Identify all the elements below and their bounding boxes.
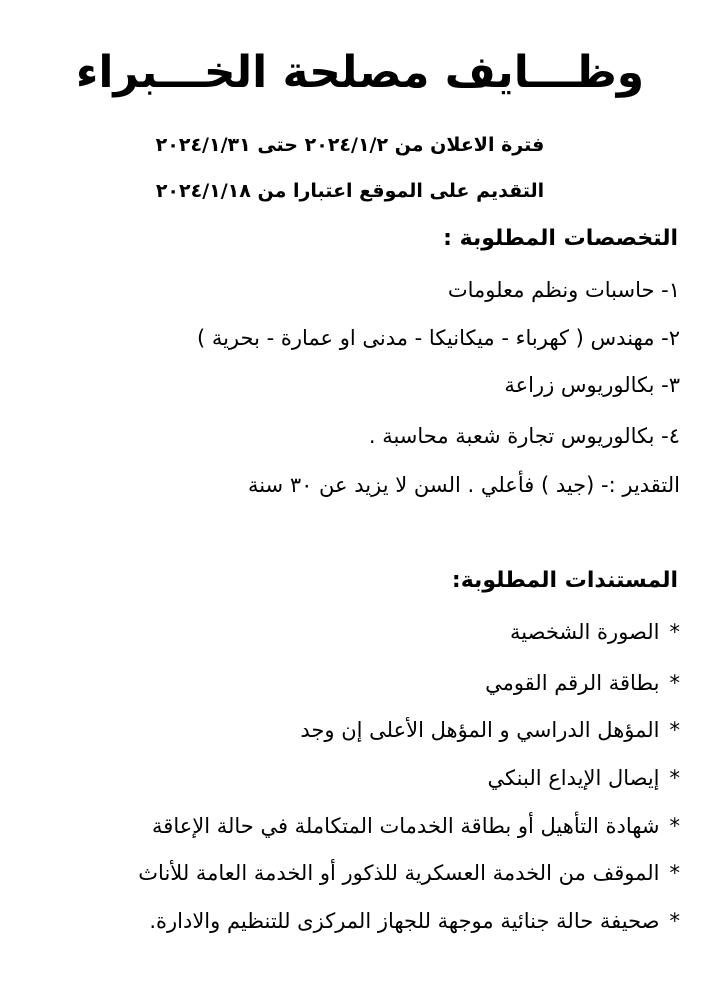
bullet-marker: * <box>669 718 680 742</box>
document-item-label: المؤهل الدراسي و المؤهل الأعلى إن وجد <box>300 718 660 742</box>
specialization-item: ٤- بكالوريوس تجارة شعبة محاسبة . <box>368 424 680 448</box>
document-item-label: شهادة التأهيل أو بطاقة الخدمات المتكاملة في حالة الإعاقة <box>152 814 660 838</box>
bullet-marker: * <box>669 766 680 790</box>
application-start-date: التقديم على الموقع اعتبارا من ٢٠٢٤/١/١٨ <box>155 180 545 202</box>
document-item-label: بطاقة الرقم القومي <box>485 671 660 695</box>
document-item <box>300 712 680 748</box>
document-item <box>485 665 680 701</box>
specialization-item: ٣- بكالوريوس زراعة <box>504 373 680 397</box>
document-item-label: صحيفة حالة جنائية موجهة للجهاز المركزى للتنظيم والادارة. <box>149 909 660 933</box>
bullet-marker: * <box>669 861 680 885</box>
document-item-label: إيصال الإيداع البنكي <box>487 766 660 790</box>
page-title: وظـــايف مصلحة الخـــبراء <box>75 47 645 98</box>
document-item <box>510 614 680 650</box>
bullet-marker: * <box>669 671 680 695</box>
document-item <box>488 760 680 796</box>
specialization-item: ١- حاسبات ونظم معلومات <box>447 278 680 302</box>
document-item <box>152 808 680 844</box>
document-item <box>138 855 680 891</box>
announcement-period: فترة الاعلان من ٢٠٢٤/١/٢ حتى ٢٠٢٤/١/٣١ <box>155 134 545 156</box>
documents-heading: المستندات المطلوبة: <box>451 568 678 593</box>
specializations-heading: التخصصات المطلوبة : <box>443 226 678 251</box>
bullet-marker: * <box>669 909 680 933</box>
grade-age-requirement: التقدير :- (جيد ) فأعلي . السن لا يزيد عن ٣٠ سنة <box>247 473 680 497</box>
document-item <box>149 903 680 939</box>
document-item-label: الموقف من الخدمة العسكرية للذكور أو الخدمة العامة للأناث <box>138 861 660 885</box>
bullet-marker: * <box>669 814 680 838</box>
bullet-marker: * <box>669 620 680 644</box>
specialization-item: ٢- مهندس ( كهرباء - ميكانيكا - مدنى او عمارة - بحرية ) <box>196 326 680 350</box>
document-item-label: الصورة الشخصية <box>510 620 660 644</box>
